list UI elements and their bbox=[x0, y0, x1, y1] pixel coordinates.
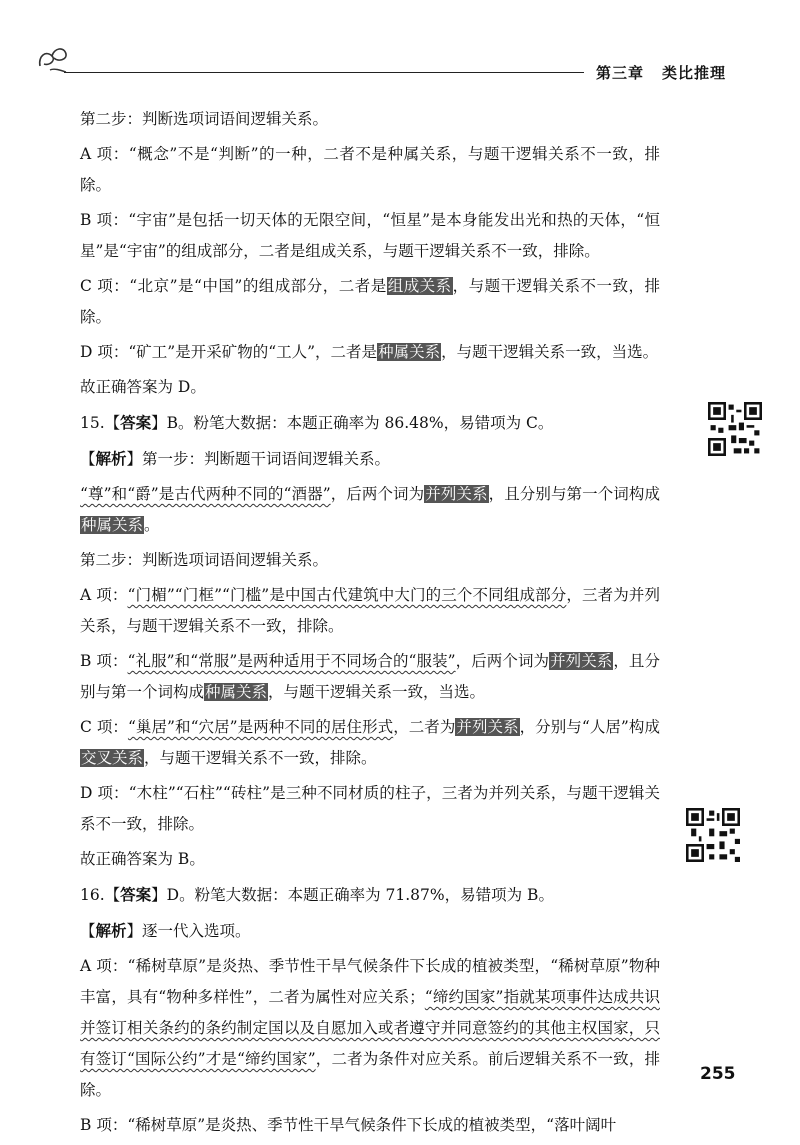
text-run: ，且分别与第一个词构成 bbox=[488, 485, 660, 503]
text-run: ，后两个词为 bbox=[330, 485, 425, 503]
highlighted-relation: 并列关系 bbox=[550, 652, 613, 670]
text-run: 】B。粉笔大数据：本题正确率为 86.48%，易错项为 C。 bbox=[151, 414, 554, 432]
paragraph bbox=[80, 372, 660, 403]
paragraph bbox=[80, 443, 660, 475]
highlighted-relation: 交叉关系 bbox=[81, 749, 144, 767]
text-run: 16.【 bbox=[80, 886, 121, 904]
page-header bbox=[0, 0, 800, 90]
text-run: ，与题干逻辑关系不一致，排除。 bbox=[80, 277, 660, 326]
paragraph bbox=[80, 479, 660, 541]
highlighted-relation: 种属关系 bbox=[81, 516, 144, 534]
text-run: 。 bbox=[144, 516, 160, 534]
bold-label: 答案 bbox=[120, 885, 152, 904]
text-run: ，二者为条件对应关系。前后逻辑关系不一致，排除。 bbox=[80, 1050, 660, 1099]
paragraph bbox=[80, 205, 660, 267]
text-run: 第二步：判断选项词语间逻辑关系。 bbox=[80, 551, 329, 569]
text-run: 第二步：判断选项词语间逻辑关系。 bbox=[80, 110, 329, 128]
text-run: 】D。粉笔大数据：本题正确率为 71.87%，易错项为 B。 bbox=[151, 886, 554, 904]
underlined-phrase: “礼服”和“常服”是两种适用于不同场合的“服装” bbox=[127, 652, 456, 670]
text-run: C 项： bbox=[80, 718, 128, 736]
highlighted-relation: 并列关系 bbox=[425, 485, 488, 503]
text-run: 】第一步：判断题干词语间逻辑关系。 bbox=[126, 450, 391, 468]
text-run: 故正确答案为 B。 bbox=[80, 850, 205, 868]
text-run: B 项： bbox=[80, 652, 128, 670]
leaf-ornament-icon bbox=[36, 44, 70, 74]
paragraph bbox=[80, 271, 660, 333]
highlighted-relation: 组成关系 bbox=[387, 277, 452, 295]
text-run: A 项：“概念”不是“判断”的一种，二者不是种属关系，与题干逻辑关系不一致，排除。 bbox=[80, 145, 660, 194]
answer-explanations bbox=[80, 104, 660, 1145]
paragraph bbox=[80, 139, 660, 201]
highlighted-relation: 种属关系 bbox=[378, 343, 441, 361]
text-run: C 项：“北京”是“中国”的组成部分，二者是 bbox=[80, 277, 387, 295]
paragraph bbox=[80, 407, 660, 439]
underlined-phrase: “巢居”和“穴居”是两种不同的居住形式 bbox=[127, 718, 394, 736]
text-run: B 项：“稀树草原”是炎热、季节性干旱气候条件下长成的植被类型，“落叶阔叶 bbox=[80, 1116, 617, 1134]
text-run: 【 bbox=[80, 450, 96, 468]
chapter-number: 第三章 bbox=[596, 64, 645, 82]
qr-code-icon[interactable] bbox=[686, 808, 740, 862]
text-run: B 项：“宇宙”是包括一切天体的无限空间，“恒星”是本身能发出光和热的天体，“恒星”是“宇宙”的组成部分，二者是组成关系，与题干逻辑关系不一致，排除。 bbox=[80, 211, 660, 260]
qr-code-icon[interactable] bbox=[708, 402, 762, 456]
underlined-phrase: “尊”和“爵”是古代两种不同的“酒器” bbox=[80, 485, 331, 503]
paragraph bbox=[80, 337, 660, 368]
paragraph bbox=[80, 580, 660, 642]
chapter-heading bbox=[596, 62, 726, 83]
paragraph bbox=[80, 646, 660, 708]
text-run: ，二者为 bbox=[393, 718, 456, 736]
paragraph bbox=[80, 545, 660, 576]
paragraph bbox=[80, 915, 660, 947]
bold-label: 解析 bbox=[95, 921, 127, 940]
text-run: 15.【 bbox=[80, 414, 121, 432]
bold-label: 答案 bbox=[120, 413, 152, 432]
text-run: 故正确答案为 D。 bbox=[80, 378, 206, 396]
text-run: A 项： bbox=[80, 586, 128, 604]
underlined-phrase: “缔约国家”指就某项事件达成共识并签订相关条约的条约制定国以及自愿加入或者遵守并同意签约的其他主权国家，只有签订“国际公约”才是“缔约国家” bbox=[80, 988, 660, 1068]
text-run: ，且分别与第一个词构成 bbox=[80, 652, 660, 701]
paragraph bbox=[80, 778, 660, 840]
paragraph bbox=[80, 1110, 660, 1141]
text-run: ，与题干逻辑关系一致，当选。 bbox=[268, 683, 486, 701]
text-run: 【 bbox=[80, 922, 96, 940]
chapter-title: 类比推理 bbox=[662, 64, 727, 82]
text-run: A 项：“稀树草原”是炎热、季节性干旱气候条件下长成的植被类型，“稀树草原”物种丰富，具有“物种多样性”，二者为属性对应关系； bbox=[80, 957, 660, 1006]
text-run: 】逐一代入选项。 bbox=[126, 922, 251, 940]
page-number: 255 bbox=[700, 1064, 736, 1084]
highlighted-relation: 种属关系 bbox=[205, 683, 268, 701]
paragraph bbox=[80, 844, 660, 875]
bold-label: 解析 bbox=[95, 449, 127, 468]
text-run: ，分别与“人居”构成 bbox=[519, 718, 660, 736]
underlined-phrase: “门楣”“门框”“门槛”是中国古代建筑中大门的三个不同组成部分 bbox=[127, 586, 567, 604]
paragraph bbox=[80, 951, 660, 1106]
text-run: ，三者为并列关系，与题干逻辑关系不一致，排除。 bbox=[80, 586, 660, 635]
header-rule bbox=[64, 72, 584, 73]
text-run: D 项：“矿工”是开采矿物的“工人”，二者是 bbox=[80, 343, 378, 361]
highlighted-relation: 并列关系 bbox=[456, 718, 519, 736]
paragraph bbox=[80, 879, 660, 911]
text-run: ，后两个词为 bbox=[455, 652, 550, 670]
paragraph bbox=[80, 712, 660, 774]
text-run: ，与题干逻辑关系不一致，排除。 bbox=[144, 749, 377, 767]
paragraph bbox=[80, 104, 660, 135]
text-run: ，与题干逻辑关系一致，当选。 bbox=[441, 343, 659, 361]
text-run: D 项：“木柱”“石柱”“砖柱”是三种不同材质的柱子，三者为并列关系，与题干逻辑关系不一致，排除。 bbox=[80, 784, 660, 833]
